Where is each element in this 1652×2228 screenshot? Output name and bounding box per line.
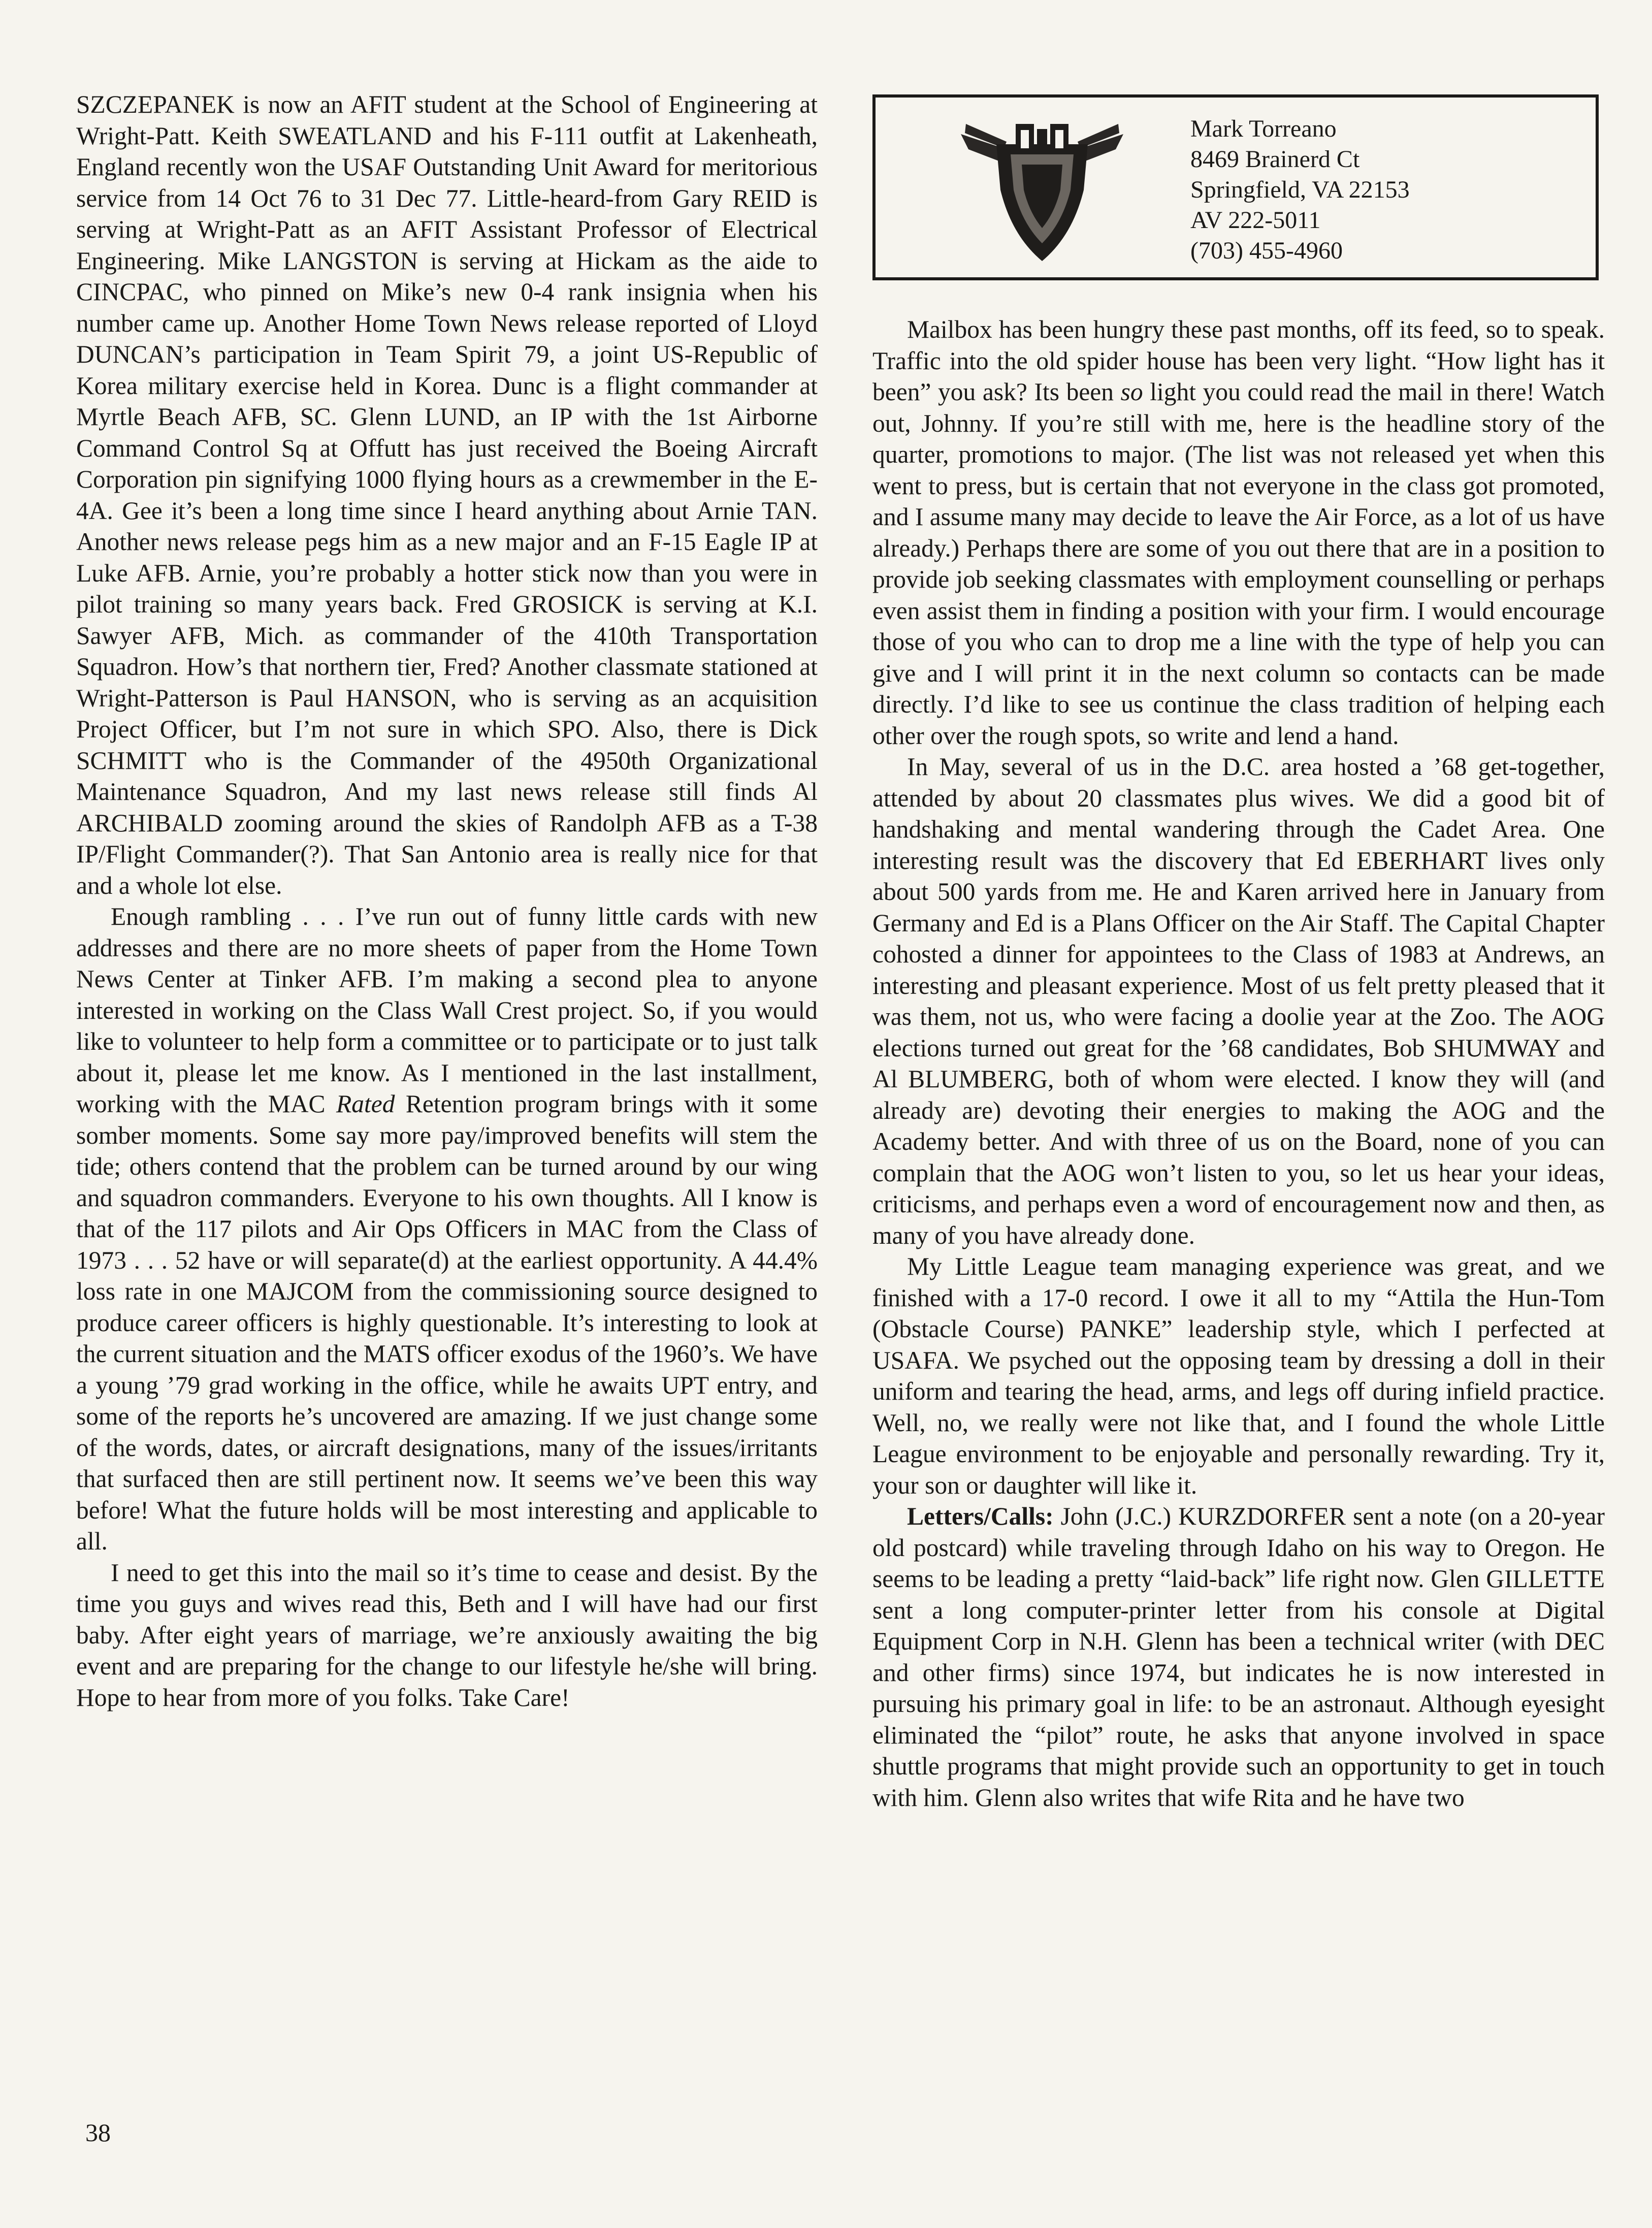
left-paragraph-2 bbox=[76, 901, 818, 1557]
address-name: Mark Torreano bbox=[1190, 115, 1337, 142]
letters-calls-heading: Letters/Calls: bbox=[907, 1502, 1054, 1530]
address-box bbox=[872, 94, 1599, 280]
right-paragraph-4-body: John (J.C.) KURZDORFER sent a note (on a 20-year old postcard) while traveling through Idaho on his way to Oregon. He seems to be leading a pretty “laid-back” life right now. Glen GILLETTE sent a long computer-printer letter from his console at Digital Equipment Corp in N.H. Glenn has been a technical writer (with DEC and other firms) since 1974, but indicates he is now interested in pursuing his primary goal in life: to be an astronaut. Although eyesight eliminated the “pilot” route, he asks that anyone involved in space shuttle programs that might provide such an opportunity to get in touch with him. Glenn also writes that wife Rita and he have two bbox=[872, 1502, 1605, 1812]
page-number: 38 bbox=[85, 2118, 111, 2147]
address-phone: (703) 455-4960 bbox=[1190, 237, 1343, 264]
right-paragraph-1-italic: so bbox=[1120, 378, 1143, 406]
left-paragraph-3: I need to get this into the mail so it’s time to cease and desist. By the time you guys and wives read this, Beth and I will have had our first baby. After eight years of marriage, we’re anxiously awaiting the big event and are preparing for the change to our lifestyle he/she will bring. Hope to hear from more of you folks. Take Care! bbox=[76, 1558, 818, 1712]
left-paragraph-2-part-b: Retention program brings with it some somber moments. Some say more pay/improved benefits will stem the tide; others contend that the problem can be turned around by our wing and squadron commanders. Everyone to his own thoughts. All I know is that of the 117 pilots and Air Ops Officers in MAC from the Class of 1973 . . . 52 have or will separate(d) at the earliest opportunity. A 44.4% loss rate in one MAJCOM from the commissioning source designed to produce career officers is highly questionable. It’s interesting to look at the current situation and the MATS officer exodus of the 1960’s. We have a young ’79 grad working in the office, while he awaits UPT entry, and some of the reports he’s uncovered are amazing. If we just change some of the words, dates, or aircraft designations, many of the issues/irritants that surfaced then are still pertinent now. It seems we’ve been this way before! What the future holds will be most interesting and applicable to all. bbox=[76, 1090, 818, 1555]
right-paragraph-3: My Little League team managing experience was great, and we finished with a 17-0 record. I owe it all to my “Attila the Hun-Tom (Obstacle Course) PANKE” leadership style, which I perfected at USAFA. We psyched out the opposing team by dressing a doll in their uniform and tearing the head, arms, and legs off during infield practice. Well, no, we really were not like that, and I found the whole Little League environment to be enjoyable and personally rewarding. Try it, your son or daughter will like it. bbox=[872, 1252, 1605, 1499]
address-city: Springfield, VA 22153 bbox=[1190, 176, 1410, 203]
left-paragraph-2-part-a: Enough rambling . . . I’ve run out of funny little cards with new addresses and there are no more sheets of paper from the Home Town News Center at Tinker AFB. I’m making a second plea to anyone interested in working on the Class Wall Crest project. So, if you would like to volunteer to help form a committee or to participate or to just talk about it, please let me know. As I mentioned in the last installment, working with the MAC bbox=[76, 902, 818, 1118]
address-lines bbox=[1190, 114, 1410, 266]
right-paragraph-4 bbox=[872, 1501, 1605, 1813]
right-column bbox=[872, 314, 1605, 1813]
address-av: AV 222-5011 bbox=[1190, 207, 1321, 234]
class-crest-icon bbox=[951, 114, 1133, 266]
left-paragraph-1: SZCZEPANEK is now an AFIT student at the School of Engineering at Wright-Patt. Keith SWEATLAND and his F-111 outfit at Lakenheath, England recently won the USAF Outstanding Unit Award for meritorious service from 14 Oct 76 to 31 Dec 77. Little-heard-from Gary REID is serving at Wright-Patt as an AFIT Assistant Professor of Electrical Engineering. Mike LANGSTON is serving at Hickam as the aide to CINCPAC, who pinned on Mike’s new 0-4 rank insignia when his number came up. Another Home Town News release reported of Lloyd DUNCAN’s participation in Team Spirit 79, a joint US-Republic of Korea military exercise held in Korea. Dunc is a flight commander at Myrtle Beach AFB, SC. Glenn LUND, an IP with the 1st Airborne Command Control Sq at Offutt has just received the Boeing Aircraft Corporation pin signifying 1000 flying hours as a crewmember in the E-4A. Gee it’s been a long time since I heard anything about Arnie TAN. Another news release pegs him as a new major and an F-15 Eagle IP at Luke AFB. Arnie, you’re probably a hotter stick now than you were in pilot training so many years back. Fred GROSICK is serving at K.I. Sawyer AFB, Mich. as commander of the 410th Transportation Squadron. How’s that northern tier, Fred? Another classmate stationed at Wright-Patterson is Paul HANSON, who is serving as an acquisition Project Officer, but I’m not sure in which SPO. Also, there is Dick SCHMITT who is the Commander of the 4950th Organizational Maintenance Squadron, And my last news release still finds Al ARCHIBALD zooming around the skies of Randolph AFB as a T-38 IP/Flight Commander(?). That San Antonio area is really nice for that and a whole lot else. bbox=[76, 90, 818, 899]
right-paragraph-1 bbox=[872, 314, 1605, 751]
left-column bbox=[76, 89, 818, 1713]
address-street: 8469 Brainerd Ct bbox=[1190, 146, 1360, 173]
right-paragraph-1-part-b: light you could read the mail in there! Watch out, Johnny. If you’re still with me, here is the headline story of the quarter, promotions to major. (The list was not released yet when this went to press, but is certain that not everyone in the class got promoted, and I assume many may decide to leave the Air Force, as a lot of us have already.) Perhaps there are some of you out there that are in a position to provide job seeking classmates with employment counselling or perhaps even assist them in finding a position with your firm. I would encourage those of you who can to drop me a line with the type of help you can give and I will print it in the next column so contacts can be made directly. I’d like to see us continue the class tradition of helping each other over the rough spots, so write and lend a hand. bbox=[872, 378, 1605, 750]
right-paragraph-1-part-a: Mailbox has been hungry these past months, off its feed, so to speak. Traffic into the old spider house has been very light. “How light has it been” you ask? Its been bbox=[872, 315, 1605, 406]
left-paragraph-2-italic: Rated bbox=[336, 1090, 395, 1118]
right-paragraph-2: In May, several of us in the D.C. area hosted a ’68 get-together, attended by about 20 classmates plus wives. We did a good bit of handshaking and mental wandering through the Cadet Area. One interesting result was the discovery that Ed EBERHART lives only about 500 yards from me. He and Karen arrived here in January from Germany and Ed is a Plans Officer on the Air Staff. The Capital Chapter cohosted a dinner for appointees to the Class of 1983 at Andrews, an interesting and pleasant experience. Most of us felt pretty pleased that it was them, not us, who were facing a doolie year at the Zoo. The AOG elections turned out great for the ’68 candidates, Bob SHUMWAY and Al BLUMBERG, both of whom were elected. I know they will (and already are) devoting their energies to making the AOG and the Academy better. And with three of us on the Board, none of you can complain that the AOG won’t listen to you, so let us hear your ideas, criticisms, and perhaps even a word of encouragement now and then, as many of you have already done. bbox=[872, 753, 1605, 1249]
